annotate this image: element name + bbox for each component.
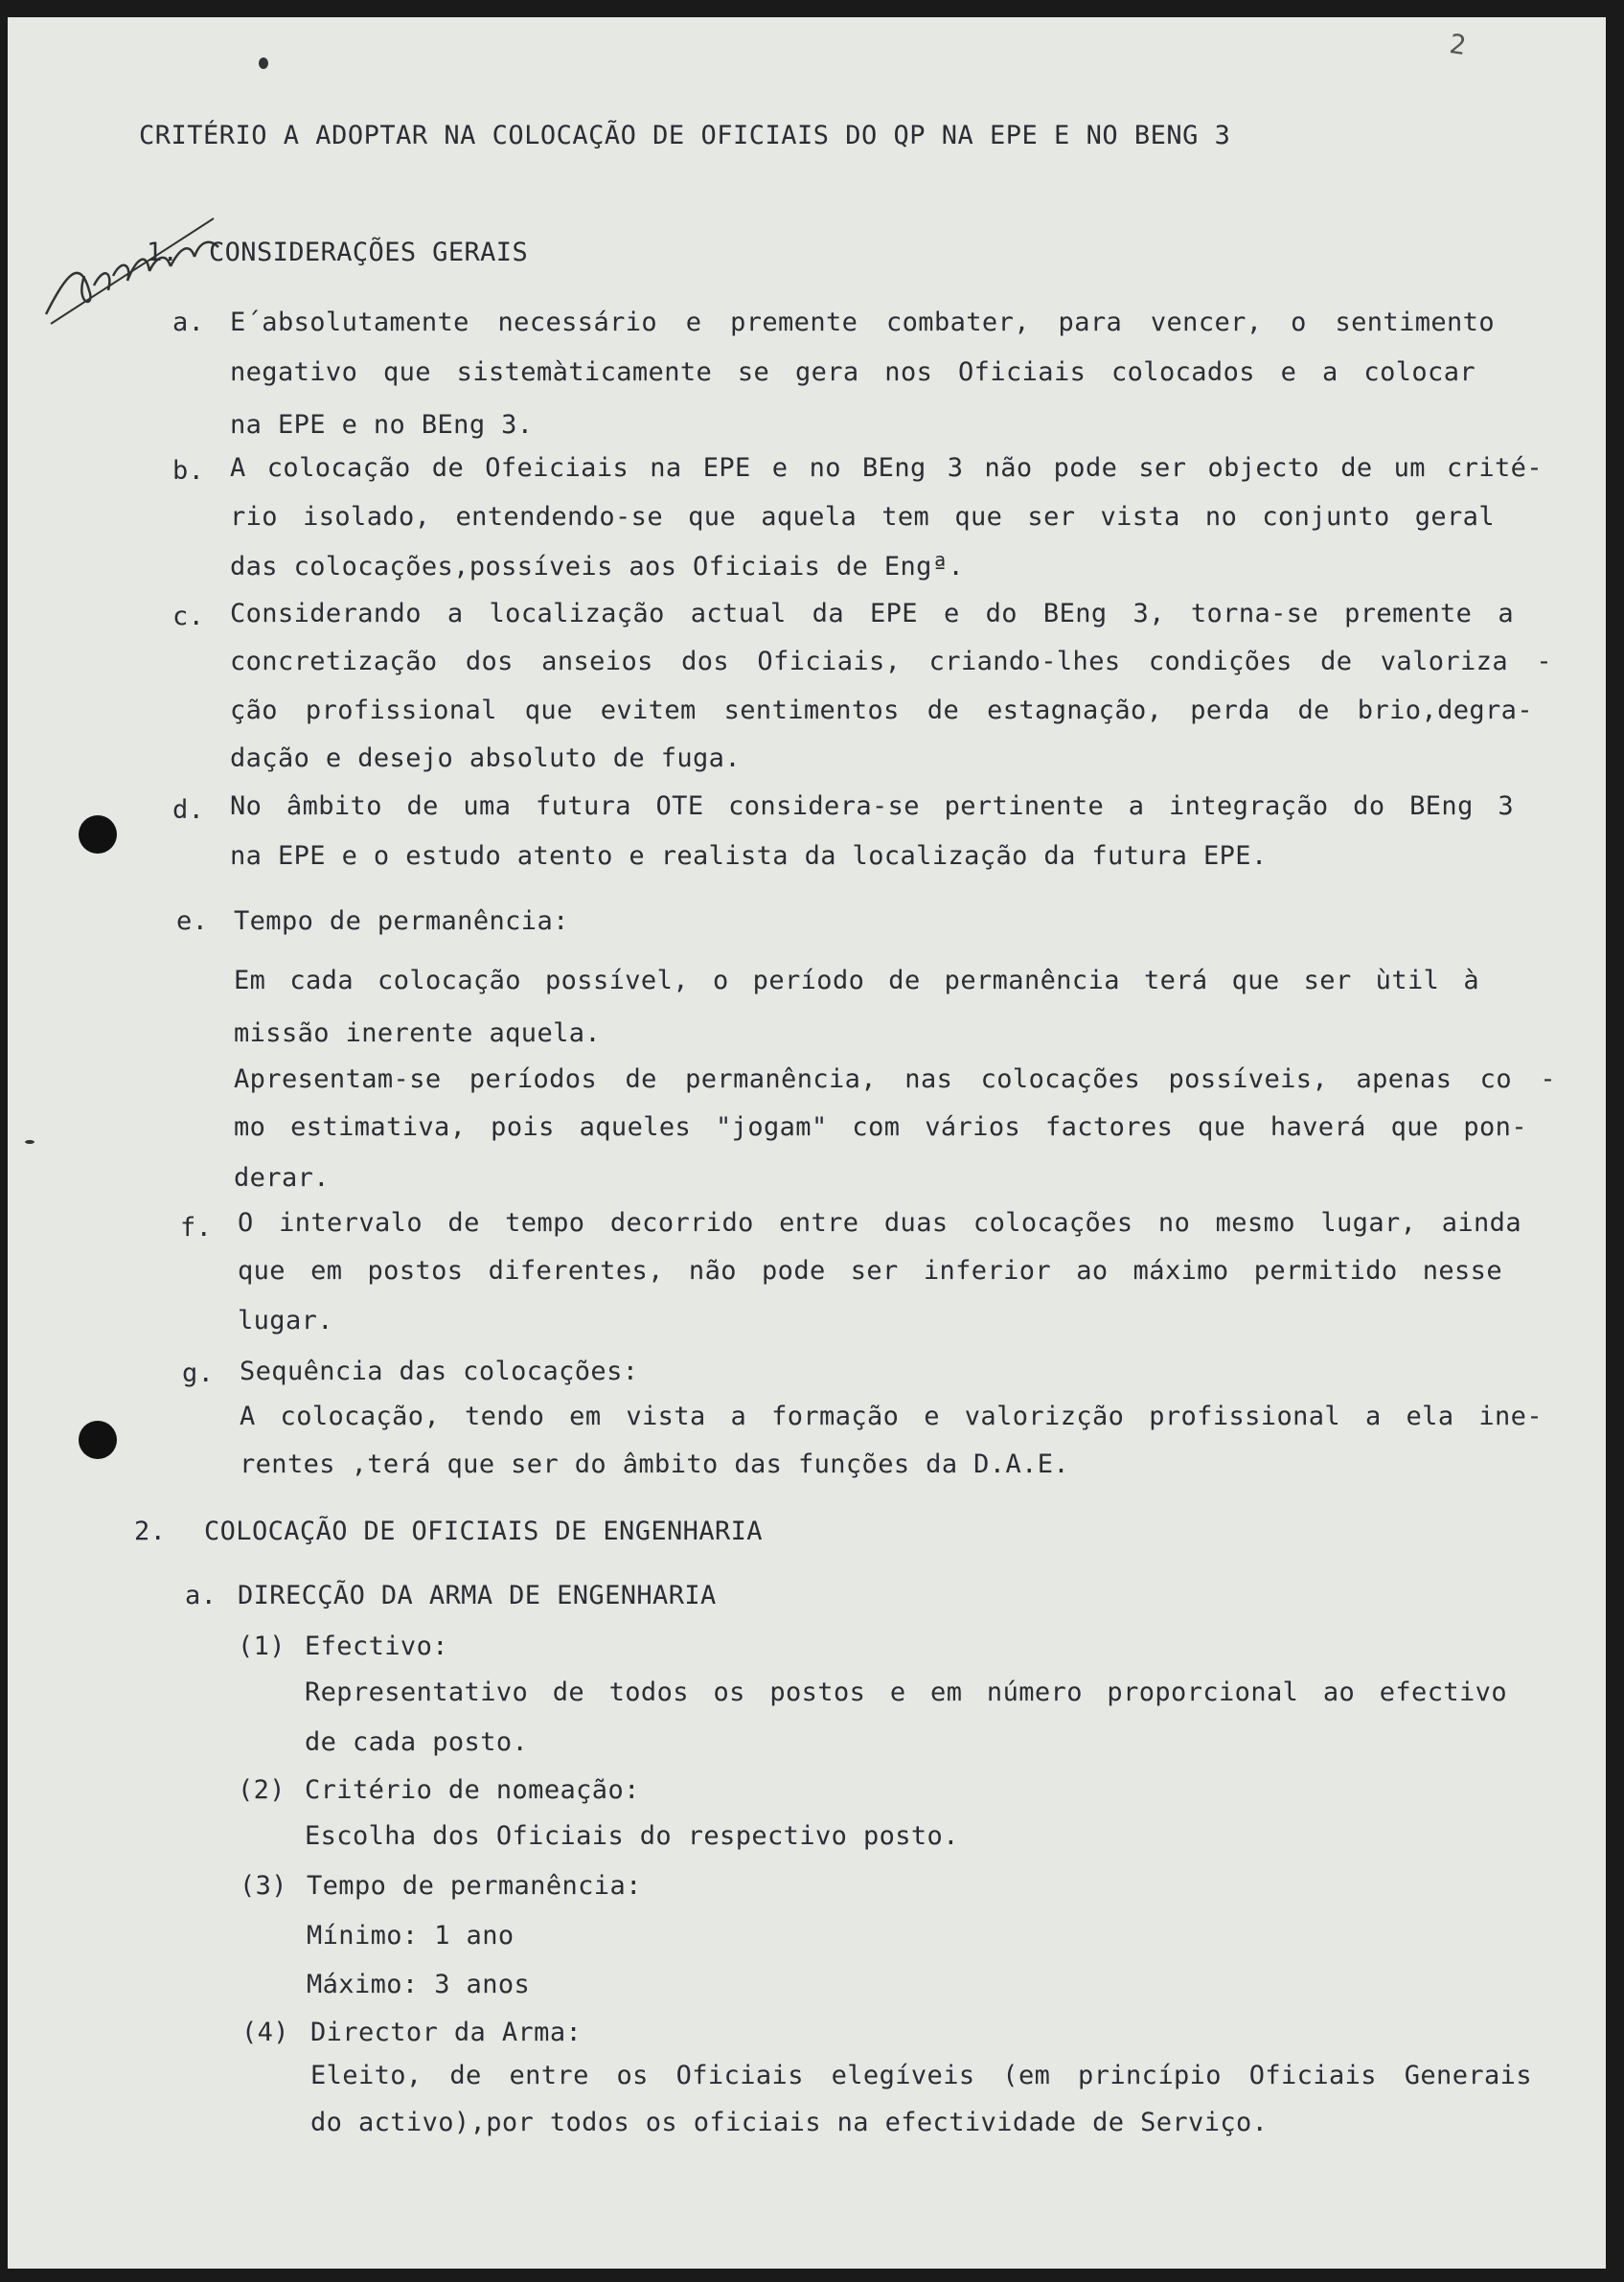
subitem-number: (4)	[241, 2018, 289, 2047]
subitem-line: Máximo: 3 anos	[307, 1970, 531, 1999]
punch-hole-top	[79, 815, 117, 854]
subitem-heading: Tempo de permanência:	[307, 1871, 642, 1901]
subitem-number: (3)	[240, 1871, 287, 1901]
ink-speck	[25, 1140, 34, 1144]
subitem-line: Representativo de todos os postos e em número proporcional ao efectivo	[305, 1677, 1507, 1707]
item-line: O intervalo de tempo decorrido entre duas colocações no mesmo lugar, ainda	[238, 1208, 1521, 1238]
section1-number: 1.	[147, 238, 179, 267]
subitem-number: (1)	[238, 1632, 286, 1661]
page-number: 2	[1447, 27, 1469, 62]
subitem-line: Escolha dos Oficiais do respectivo posto.	[305, 1821, 959, 1851]
section1-heading: CONSIDERAÇÕES GERAIS	[209, 238, 529, 267]
item-letter: b.	[172, 456, 205, 486]
item-letter: d.	[172, 795, 205, 825]
punch-hole-bottom	[79, 1421, 117, 1459]
item-line: ção profissional que evitem sentimentos de estagnação, perda de brio,degra-	[230, 696, 1533, 725]
item-line: A colocação de Ofeiciais na EPE e no BEng 3 não pode ser objecto de um crité-	[230, 453, 1543, 483]
item-line: negativo que sistemàticamente se gera nos Oficiais colocados e a colocar	[230, 357, 1475, 387]
item-line: dação e desejo absoluto de fuga.	[230, 743, 741, 773]
item-letter: g.	[182, 1358, 215, 1388]
subitem-line: Eleito, de entre os Oficiais elegíveis (em princípio Oficiais Generais	[310, 2061, 1532, 2090]
subitem-heading: Director da Arma:	[310, 2018, 583, 2047]
section2-heading: COLOCAÇÃO DE OFICIAIS DE ENGENHARIA	[204, 1517, 763, 1546]
item-line: E´absolutamente necessário e premente combater, para vencer, o sentimento	[230, 308, 1495, 337]
item-line: que em postos diferentes, não pode ser inferior ao máximo permitido nesse	[238, 1256, 1502, 1286]
item-line: Apresentam-se períodos de permanência, nas colocações possíveis, apenas co -	[234, 1064, 1556, 1094]
item-line: na EPE e no BEng 3.	[230, 410, 534, 440]
subitem-heading: Critério de nomeação:	[305, 1775, 640, 1805]
subsection-heading: DIRECÇÃO DA ARMA DE ENGENHARIA	[238, 1581, 717, 1610]
item-line: derar.	[234, 1163, 330, 1193]
subitem-line: Mínimo: 1 ano	[307, 1921, 515, 1951]
item-line: concretização dos anseios dos Oficiais, criando-lhes condições de valoriza -	[230, 647, 1552, 676]
item-line: rentes ,terá que ser do âmbito das funções da D.A.E.	[240, 1449, 1070, 1479]
item-letter: c.	[172, 602, 205, 631]
item-line: das colocações,possíveis aos Oficiais de Engª.	[230, 552, 965, 582]
item-line: rio isolado, entendendo-se que aquela tem que ser vista no conjunto geral	[230, 502, 1495, 532]
item-letter: a.	[172, 308, 205, 337]
ink-speck	[259, 57, 268, 69]
item-letter: f.	[180, 1213, 213, 1243]
item-line: No âmbito de uma futura OTE considera-se pertinente a integração do BEng 3	[230, 791, 1514, 821]
section2-number: 2.	[134, 1517, 167, 1546]
item-line: Em cada colocação possível, o período de permanência terá que ser ùtil à	[234, 966, 1479, 995]
document-page	[8, 17, 1606, 2269]
subsection-letter: a.	[185, 1581, 217, 1610]
item-line: mo estimativa, pois aqueles "jogam" com vários factores que haverá que pon-	[234, 1112, 1527, 1142]
subitem-line: de cada posto.	[305, 1727, 529, 1757]
item-line: A colocação, tendo em vista a formação e valorizção profissional a ela ine-	[240, 1402, 1543, 1431]
subitem-number: (2)	[238, 1775, 286, 1805]
item-heading: Tempo de permanência:	[234, 906, 569, 936]
document-title: CRITÉRIO A ADOPTAR NA COLOCAÇÃO DE OFICIAIS DO QP NA EPE E NO BENG 3	[139, 121, 1231, 150]
item-line: na EPE e o estudo atento e realista da localização da futura EPE.	[230, 841, 1268, 871]
subitem-line: do activo),por todos os oficiais na efectividade de Serviço.	[310, 2108, 1269, 2137]
item-letter: e.	[176, 906, 209, 936]
item-line: missão inerente aquela.	[234, 1018, 602, 1048]
item-heading: Sequência das colocações:	[240, 1357, 639, 1386]
item-line: lugar.	[238, 1306, 333, 1335]
subitem-heading: Efectivo:	[305, 1632, 448, 1661]
item-line: Considerando a localização actual da EPE e do BEng 3, torna-se premente a	[230, 599, 1514, 628]
